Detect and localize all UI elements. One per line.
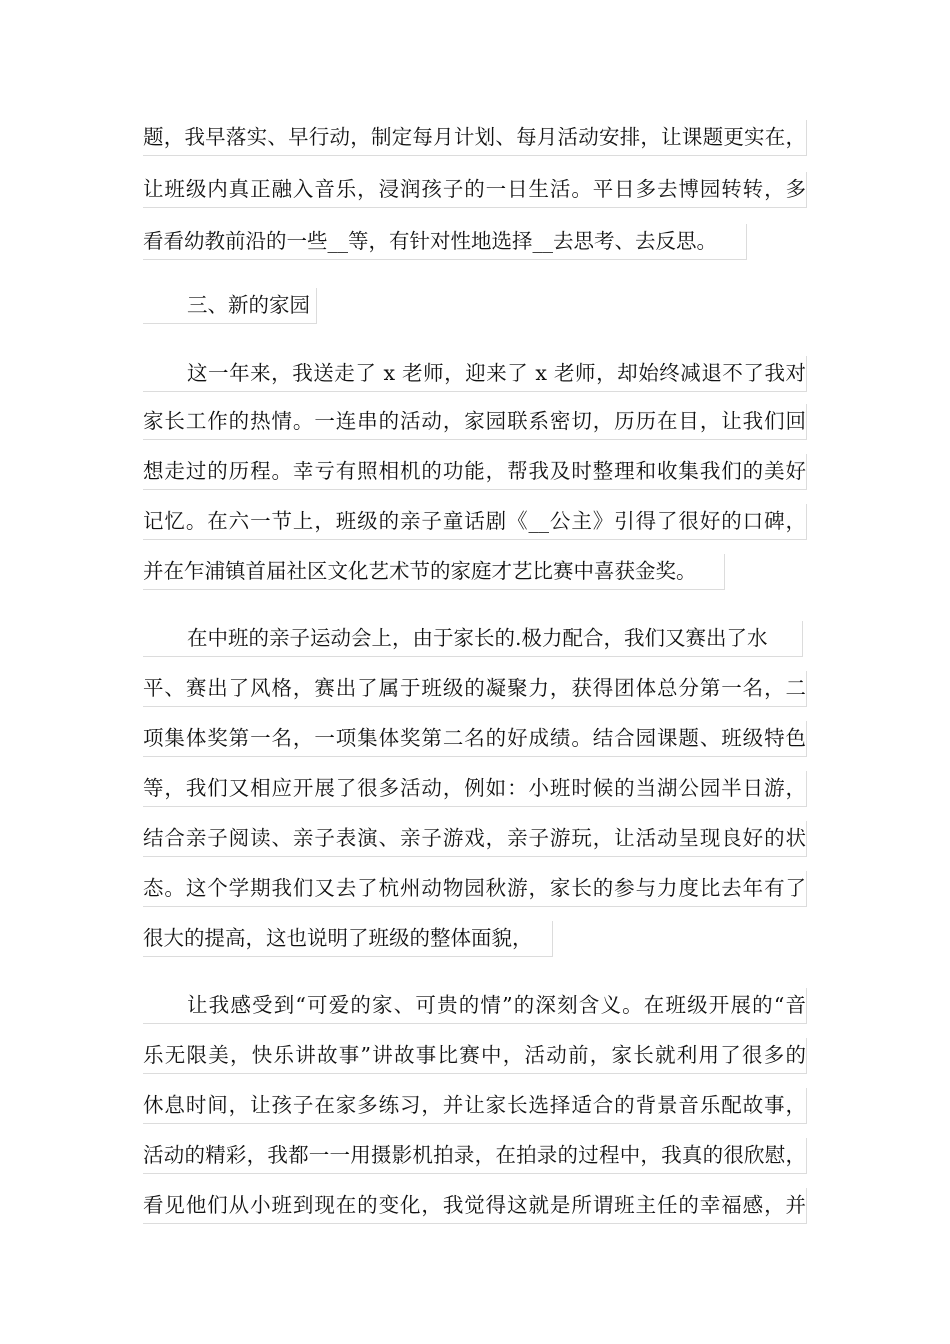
text-line: 结合亲子阅读、亲子表演、亲子游戏，亲子游玩，让活动呈现良好的状 xyxy=(143,821,807,857)
text-line: 乐无限美，快乐讲故事”讲故事比赛中，活动前，家长就利用了很多的 xyxy=(143,1038,807,1074)
text-line: 态。这个学期我们又去了杭州动物园秋游，家长的参与力度比去年有了 xyxy=(143,871,807,907)
text-line: 让班级内真正融入音乐，浸润孩子的一日生活。平日多去博园转转，多 xyxy=(143,172,807,208)
text-line: 很大的提高，这也说明了班级的整体面貌， xyxy=(143,921,553,957)
text-line: 让我感受到“可爱的家、可贵的情”的深刻含义。在班级开展的“音 xyxy=(143,988,807,1024)
text-line: 看看幼教前沿的一些__等，有针对性地选择__去思考、去反思。 xyxy=(143,224,747,260)
text-line: 在中班的亲子运动会上，由于家长的.极力配合，我们又赛出了水 xyxy=(143,621,803,657)
text-line: 休息时间，让孩子在家多练习，并让家长选择适合的背景音乐配故事， xyxy=(143,1088,807,1124)
text-line: 活动的精彩，我都一一用摄影机拍录，在拍录的过程中，我真的很欣慰， xyxy=(143,1138,807,1174)
text-line: 并在乍浦镇首届社区文化艺术节的家庭才艺比赛中喜获金奖。 xyxy=(143,554,725,590)
text-line: 想走过的历程。幸亏有照相机的功能，帮我及时整理和收集我们的美好 xyxy=(143,454,807,490)
text-line: 家长工作的热情。一连串的活动，家园联系密切，历历在目，让我们回 xyxy=(143,404,807,440)
text-line: 题，我早落实、早行动，制定每月计划、每月活动安排，让课题更实在， xyxy=(143,120,807,156)
section-heading: 三、新的家园 xyxy=(143,288,317,324)
text-line: 看见他们从小班到现在的变化，我觉得这就是所谓班主任的幸福感，并 xyxy=(143,1188,807,1224)
text-line: 平、赛出了风格，赛出了属于班级的凝聚力，获得团体总分第一名，二 xyxy=(143,671,807,707)
text-line: 这一年来，我送走了 x 老师，迎来了 x 老师，却始终减退不了我对 xyxy=(143,356,807,392)
text-line: 等，我们又相应开展了很多活动，例如：小班时候的当湖公园半日游， xyxy=(143,771,807,807)
text-line: 项集体奖第一名，一项集体奖第二名的好成绩。结合园课题、班级特色 xyxy=(143,721,807,757)
text-line: 记忆。在六一节上，班级的亲子童话剧《__公主》引得了很好的口碑， xyxy=(143,504,807,540)
